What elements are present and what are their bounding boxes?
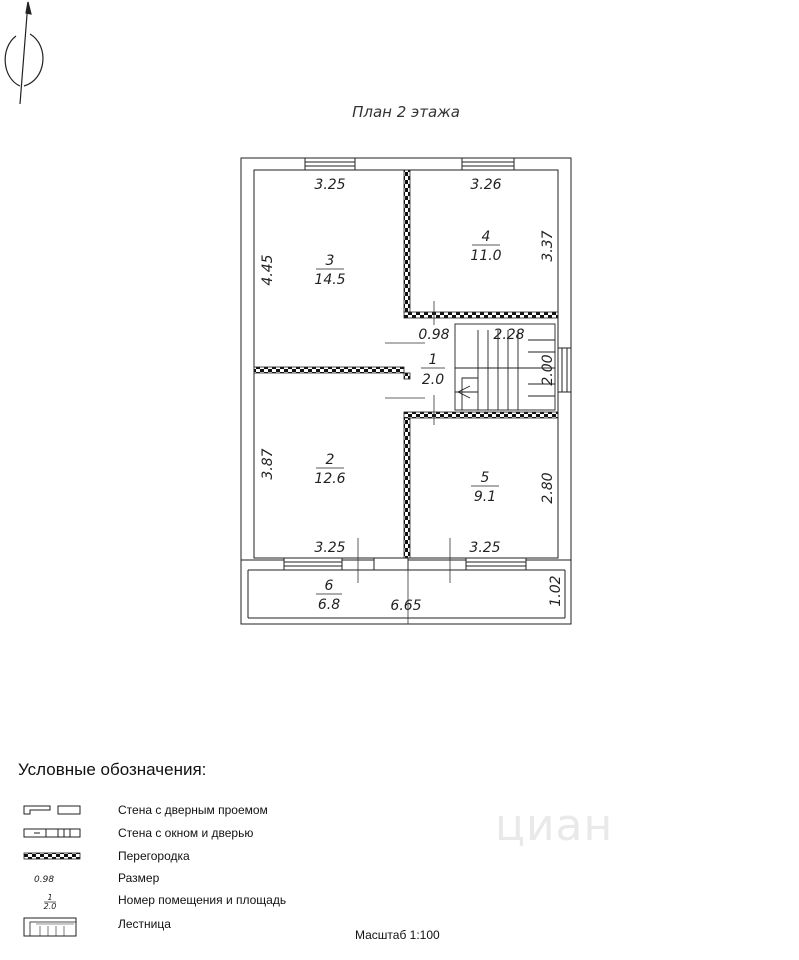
plan-title: План 2 этажа	[352, 103, 460, 121]
legend-item-partition	[0, 848, 420, 868]
partitions	[254, 170, 558, 558]
window-top-right	[462, 158, 514, 170]
room-number-symbol-icon	[0, 892, 110, 910]
svg-text:2: 2	[325, 452, 335, 468]
legend-label: Стена с окном и дверью	[118, 826, 254, 840]
partition-vertical-upper	[404, 170, 410, 312]
svg-text:6.8: 6.8	[317, 597, 341, 613]
partition-vertical-left-low	[404, 373, 410, 379]
dim-room5-height: 2.80	[540, 472, 556, 504]
wall-window-door-symbol-icon	[0, 825, 110, 841]
room-6-label	[316, 578, 342, 613]
room-5-label	[471, 470, 499, 505]
legend-label: Размер	[118, 871, 160, 885]
svg-text:12.6: 12.6	[314, 471, 346, 487]
svg-text:5: 5	[480, 470, 490, 486]
window-top-left	[305, 158, 355, 170]
window-bottom-left	[284, 558, 342, 570]
svg-text:2.0: 2.0	[421, 372, 445, 388]
scale-label: Масштаб 1:100	[355, 928, 440, 942]
legend-item-dimension	[0, 870, 420, 890]
room-1-label	[421, 352, 445, 388]
legend-item-wall-window	[0, 825, 420, 845]
svg-text:6: 6	[324, 578, 334, 594]
partition-stair-bottom	[404, 412, 558, 418]
legend-label: Лестница	[118, 917, 171, 931]
partition-symbol-icon	[0, 848, 110, 864]
dim-room2-width: 3.25	[314, 540, 346, 556]
watermark: циан	[495, 800, 614, 851]
partition-vertical-lower	[404, 418, 410, 558]
room-4-label	[470, 229, 501, 264]
dim-hall-width: 0.98	[418, 327, 450, 343]
dim-stair-height: 2.00	[540, 354, 556, 386]
legend-label: Номер помещения и площадь	[118, 893, 287, 907]
legend-label: Перегородка	[118, 849, 190, 863]
dim-total-width: 6.65	[390, 598, 422, 614]
dim-balcony-depth: 1.02	[548, 575, 564, 607]
room-3-label	[314, 253, 345, 288]
dim-room5-width: 3.25	[469, 540, 501, 556]
window-right-stairs	[558, 348, 571, 392]
svg-text:0.98: 0.98	[34, 875, 55, 885]
north-arrow-icon	[5, 2, 43, 104]
dimension-symbol-icon	[0, 870, 110, 886]
svg-text:1: 1	[428, 352, 438, 368]
legend-item-room-number	[0, 892, 420, 912]
svg-text:2.0: 2.0	[43, 902, 57, 910]
svg-text:9.1: 9.1	[473, 489, 497, 505]
svg-text:1: 1	[47, 893, 53, 902]
svg-text:14.5: 14.5	[314, 272, 346, 288]
legend-label: Стена с дверным проемом	[118, 803, 268, 817]
window-bottom-right	[466, 558, 526, 570]
svg-text:4: 4	[481, 229, 491, 245]
legend-item-wall-door	[0, 802, 420, 822]
partition-stair-top	[404, 312, 558, 318]
balcony-door	[374, 558, 408, 570]
partition-horizontal-left	[254, 367, 404, 373]
dim-room3-width: 3.25	[314, 177, 346, 193]
wall-door-symbol-icon	[0, 802, 110, 818]
svg-text:3: 3	[325, 253, 335, 269]
dim-room2-height: 3.87	[260, 448, 276, 480]
dim-room4-height: 3.37	[540, 230, 556, 262]
dim-room4-width: 3.26	[470, 177, 502, 193]
dim-stair-width: 2.28	[493, 327, 525, 343]
svg-text:11.0: 11.0	[470, 248, 502, 264]
stairs-symbol-icon	[0, 916, 110, 938]
legend-title: Условные обозначения:	[18, 760, 207, 779]
room-2-label	[314, 452, 345, 487]
dim-room3-height: 4.45	[260, 254, 276, 286]
